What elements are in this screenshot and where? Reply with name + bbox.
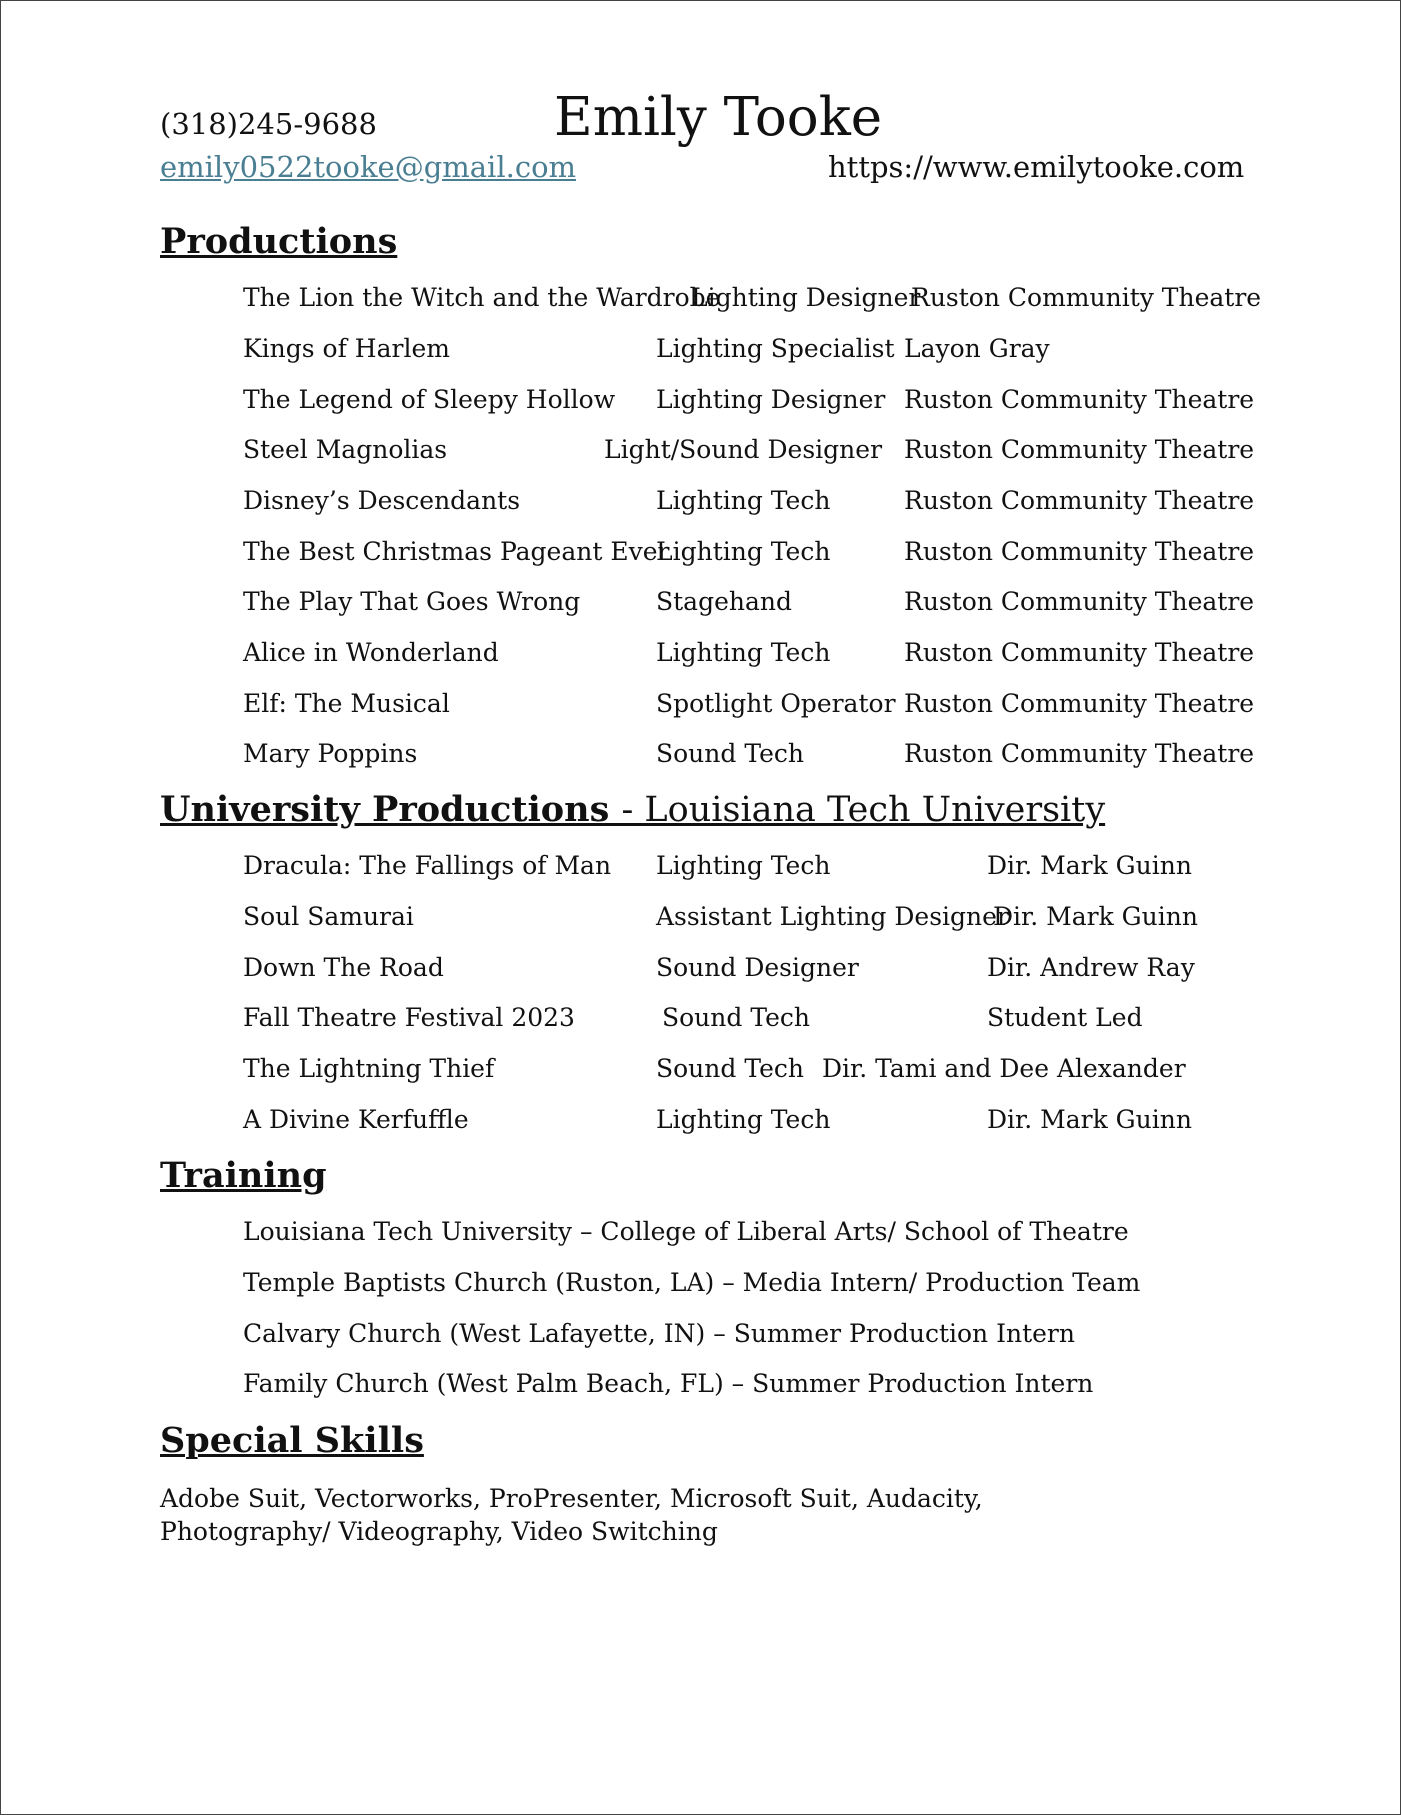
production-show: The Legend of Sleepy Hollow bbox=[243, 385, 616, 414]
university-heading-label: University Productions bbox=[160, 789, 622, 830]
productions-heading: Productions bbox=[160, 221, 398, 262]
production-company: Ruston Community Theatre bbox=[904, 638, 1255, 667]
training-item: Family Church (West Palm Beach, FL) – Summer Production Intern bbox=[243, 1369, 1094, 1398]
production-role: Lighting Tech bbox=[656, 537, 831, 566]
production-show: The Play That Goes Wrong bbox=[243, 587, 581, 616]
production-role: Lighting Specialist bbox=[656, 334, 895, 363]
production-role: Lighting Tech bbox=[656, 638, 831, 667]
production-show: The Lion the Witch and the Wardrobe bbox=[243, 283, 721, 312]
production-company: Ruston Community Theatre bbox=[904, 486, 1255, 515]
university-director: Dir. Mark Guinn bbox=[993, 902, 1198, 931]
production-role: Sound Tech bbox=[656, 739, 804, 768]
production-show: The Best Christmas Pageant Ever bbox=[243, 537, 670, 566]
production-company: Ruston Community Theatre bbox=[904, 385, 1255, 414]
production-company: Ruston Community Theatre bbox=[904, 537, 1255, 566]
university-show: Dracula: The Fallings of Man bbox=[243, 851, 612, 880]
production-role: Spotlight Operator bbox=[656, 689, 896, 718]
university-show: Soul Samurai bbox=[243, 902, 414, 931]
training-item: Louisiana Tech University – College of Liberal Arts/ School of Theatre bbox=[243, 1217, 1129, 1246]
university-productions-heading bbox=[160, 789, 1105, 830]
university-role: Sound Tech bbox=[656, 1054, 804, 1083]
university-show: The Lightning Thief bbox=[243, 1054, 495, 1083]
university-role: Lighting Tech bbox=[656, 851, 831, 880]
university-director: Dir. Tami and Dee Alexander bbox=[822, 1054, 1186, 1083]
production-show: Kings of Harlem bbox=[243, 334, 450, 363]
name-title: Emily Tooke bbox=[554, 87, 883, 148]
production-role: Stagehand bbox=[656, 587, 792, 616]
university-role: Lighting Tech bbox=[656, 1105, 831, 1134]
university-director: Dir. Mark Guinn bbox=[987, 851, 1192, 880]
production-show: Steel Magnolias bbox=[243, 435, 448, 464]
production-show: Elf: The Musical bbox=[243, 689, 450, 718]
university-role: Sound Designer bbox=[656, 953, 859, 982]
production-show: Mary Poppins bbox=[243, 739, 418, 768]
production-company: Ruston Community Theatre bbox=[904, 689, 1255, 718]
university-director: Dir. Mark Guinn bbox=[987, 1105, 1192, 1134]
university-director: Student Led bbox=[987, 1003, 1143, 1032]
university-show: A Divine Kerfuffle bbox=[243, 1105, 469, 1134]
special-skills-heading: Special Skills bbox=[160, 1420, 424, 1461]
university-role: Assistant Lighting Designer bbox=[656, 902, 1009, 931]
production-role: Lighting Tech bbox=[656, 486, 831, 515]
website-url: https://www.emilytooke.com bbox=[828, 150, 1245, 184]
special-skills-text: Adobe Suit, Vectorworks, ProPresenter, Microsoft Suit, Audacity, Photography/ Videography, Video Switching bbox=[160, 1484, 983, 1546]
university-show: Fall Theatre Festival 2023 bbox=[243, 1003, 575, 1032]
university-heading-subtitle: - Louisiana Tech University bbox=[621, 790, 1106, 830]
university-role: Sound Tech bbox=[662, 1003, 810, 1032]
production-role: Lighting Designer bbox=[656, 385, 886, 414]
production-role: Lighting Designer bbox=[691, 283, 921, 312]
phone-number: (318)245-9688 bbox=[160, 107, 377, 141]
production-company: Ruston Community Theatre bbox=[904, 739, 1255, 768]
university-show: Down The Road bbox=[243, 953, 444, 982]
production-show: Alice in Wonderland bbox=[243, 638, 499, 667]
email-link[interactable]: emily0522tooke@gmail.com bbox=[160, 150, 577, 184]
production-company: Ruston Community Theatre bbox=[911, 283, 1262, 312]
production-role: Light/Sound Designer bbox=[604, 435, 883, 464]
production-show: Disney’s Descendants bbox=[243, 486, 521, 515]
production-company: Layon Gray bbox=[904, 334, 1050, 363]
training-item: Calvary Church (West Lafayette, IN) – Summer Production Intern bbox=[243, 1319, 1075, 1348]
training-heading: Training bbox=[160, 1155, 327, 1196]
production-company: Ruston Community Theatre bbox=[904, 587, 1255, 616]
university-director: Dir. Andrew Ray bbox=[987, 953, 1195, 982]
production-company: Ruston Community Theatre bbox=[904, 435, 1255, 464]
training-item: Temple Baptists Church (Ruston, LA) – Media Intern/ Production Team bbox=[243, 1268, 1141, 1297]
